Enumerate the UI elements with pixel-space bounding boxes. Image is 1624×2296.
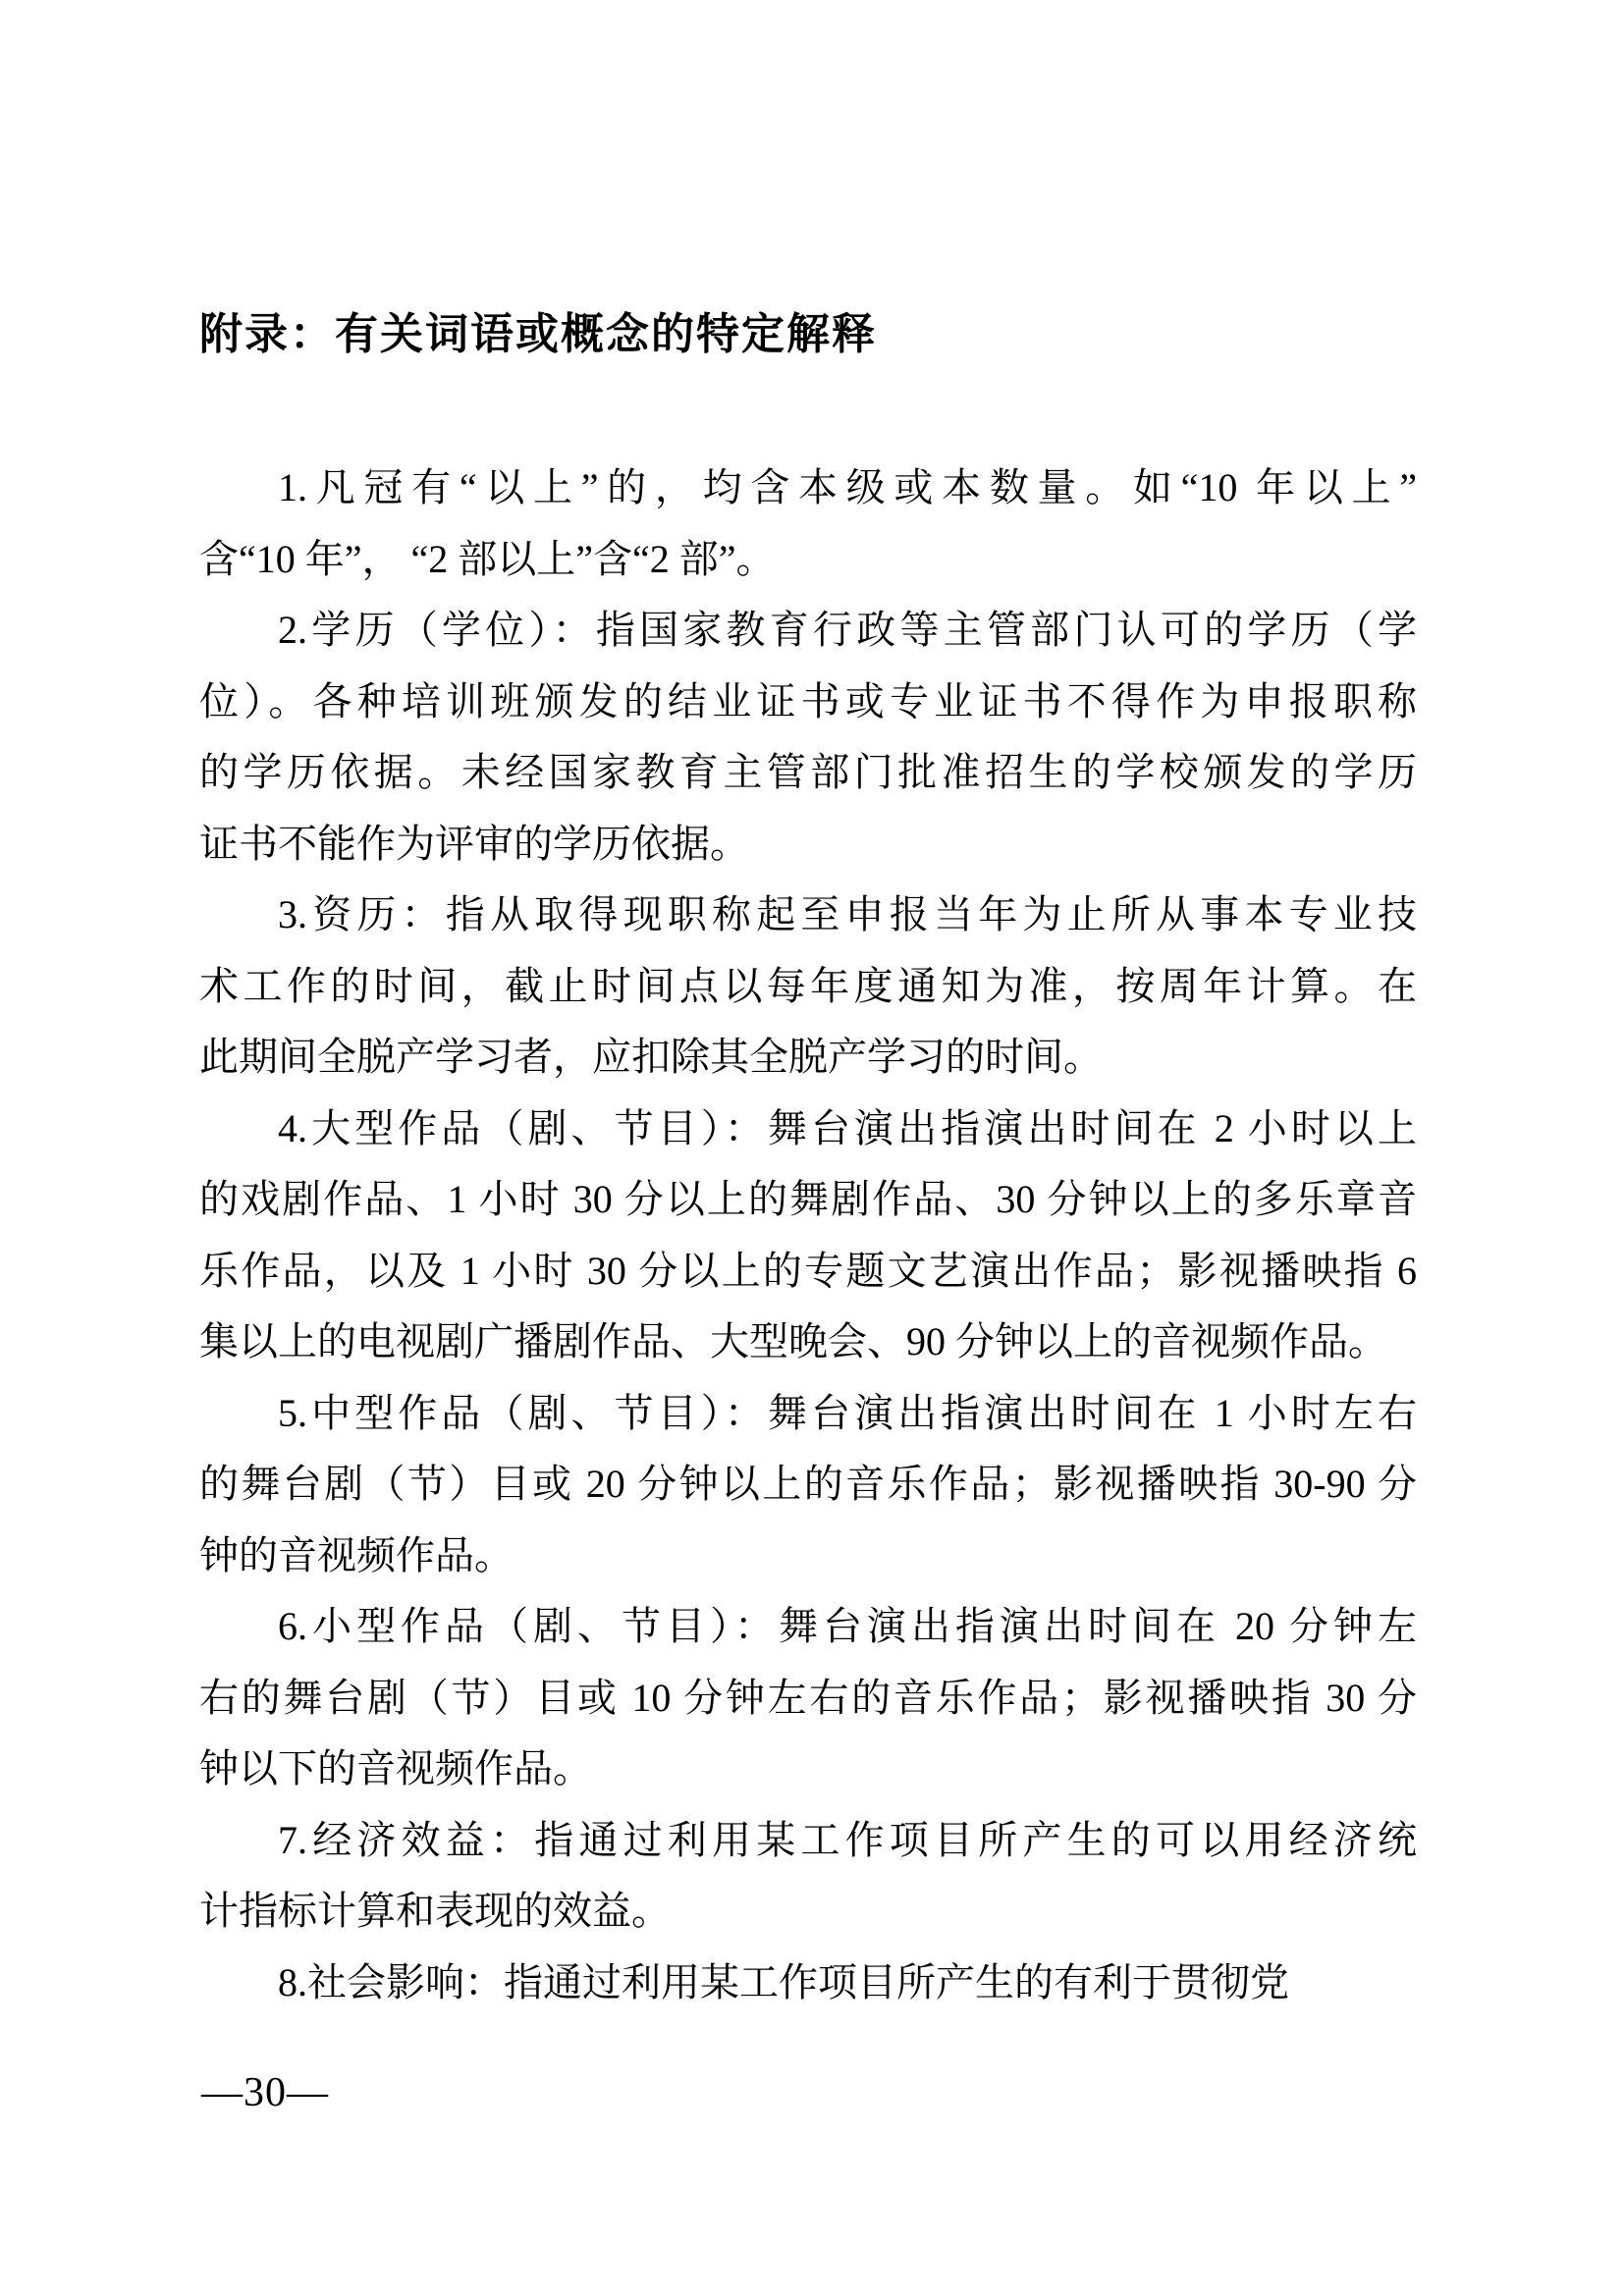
paragraph-6 <box>199 1591 1417 1805</box>
body-line: 钟的音视频作品。 <box>199 1532 514 1577</box>
paragraph-2 <box>199 595 1417 880</box>
body-line: 4.大型作品（剧、节目）：舞台演出指演出时间在 2 小时以上 <box>278 1105 1417 1150</box>
paragraph-1 <box>199 453 1417 595</box>
body-line: 7.经济效益：指通过利用某工作项目所产生的可以用经济统 <box>278 1817 1417 1862</box>
body-line: 术工作的时间，截止时间点以每年度通知为准，按周年计算。在 <box>199 963 1417 1008</box>
body-line: 8.社会影响：指通过利用某工作项目所产生的有利于贯彻党 <box>278 1959 1289 2004</box>
body-line: 1.凡冠有“以上”的，均含本级或本数量。如“10 年以上” <box>278 465 1417 509</box>
paragraph-7 <box>199 1805 1417 1948</box>
body-line: 证书不能作为评审的学历依据。 <box>199 821 749 866</box>
body-line: 5.中型作品（剧、节目）：舞台演出指演出时间在 1 小时左右 <box>278 1390 1417 1435</box>
body-line: 2.学历（学位）：指国家教育行政等主管部门认可的学历（学 <box>278 608 1417 652</box>
body-line: 集以上的电视剧广播剧作品、大型晚会、90 分钟以上的音视频作品。 <box>199 1319 1387 1363</box>
body-line: 6.小型作品（剧、节目）：舞台演出指演出时间在 20 分钟左 <box>278 1604 1417 1648</box>
body-line: 乐作品，以及 1 小时 30 分以上的专题文艺演出作品；影视播映指 6 <box>199 1248 1417 1293</box>
body-line: 的学历依据。未经国家教育主管部门批准招生的学校颁发的学历 <box>199 750 1417 794</box>
body-line: 钟以下的音视频作品。 <box>199 1746 592 1790</box>
body-line: 右的舞台剧（节）目或 10 分钟左右的音乐作品；影视播映指 30 分 <box>199 1675 1417 1720</box>
appendix-title: 附录：有关词语或概念的特定解释 <box>199 310 877 358</box>
body-line: 此期间全脱产学习者，应扣除其全脱产学习的时间。 <box>199 1035 1103 1079</box>
paragraph-5 <box>199 1378 1417 1592</box>
body-line: 含“10 年”， “2 部以上”含“2 部”。 <box>199 536 776 581</box>
body-line: 的戏剧作品、1 小时 30 分以上的舞剧作品、30 分钟以上的多乐章音 <box>199 1177 1417 1221</box>
body-text <box>199 453 1417 2018</box>
body-line: 计指标计算和表现的效益。 <box>199 1889 671 1933</box>
paragraph-4 <box>199 1094 1417 1378</box>
paragraph-3 <box>199 880 1417 1094</box>
page-number: —30— <box>201 2070 329 2115</box>
body-line: 位）。各种培训班颁发的结业证书或专业证书不得作为申报职称 <box>199 678 1417 723</box>
paragraph-8 <box>199 1948 1417 2019</box>
body-line: 3.资历：指从取得现职称起至申报当年为止所从事本专业技 <box>278 892 1417 936</box>
body-line: 的舞台剧（节）目或 20 分钟以上的音乐作品；影视播映指 30-90 分 <box>199 1462 1417 1506</box>
